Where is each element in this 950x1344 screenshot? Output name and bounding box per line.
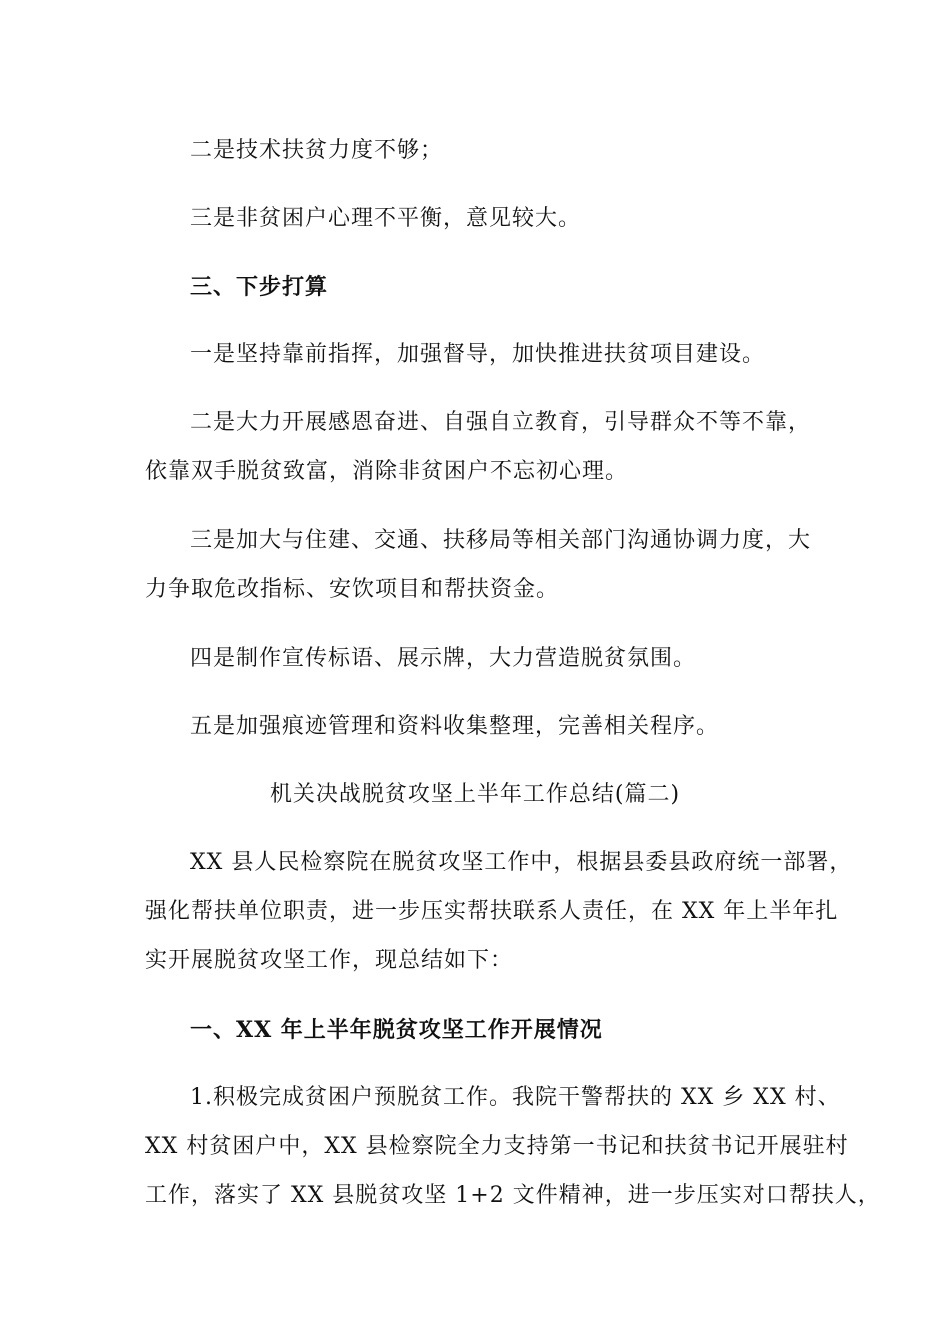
paragraph-line: 三是加大与住建、交通、扶移局等相关部门沟通协调力度，大 xyxy=(190,528,812,553)
paragraph-line: 工作，落实了 XX 县脱贫攻坚 1+2 文件精神，进一步压实对口帮扶人， xyxy=(145,1183,881,1208)
paragraph-line: 二是大力开展感恩奋进、自强自立教育，引导群众不等不靠， xyxy=(190,410,812,435)
paragraph-line: 一是坚持靠前指挥，加强督导，加快推进扶贫项目建设。 xyxy=(190,342,766,367)
paragraph-line: XX 村贫困户中，XX 县检察院全力支持第一书记和扶贫书记开展驻村 xyxy=(145,1134,849,1159)
section-heading: 一、XX 年上半年脱贫攻坚工作开展情况 xyxy=(190,1017,603,1043)
paragraph-line: 四是制作宣传标语、展示牌，大力营造脱贫氛围。 xyxy=(190,646,697,671)
paragraph-line: 强化帮扶单位职责，进一步压实帮扶联系人责任，在 XX 年上半年扎 xyxy=(145,899,839,924)
section-heading: 三、下步打算 xyxy=(190,274,329,300)
paragraph-line: 实开展脱贫攻坚工作，现总结如下： xyxy=(145,948,514,973)
paragraph-line: 三是非贫困户心理不平衡，意见较大。 xyxy=(190,206,582,231)
paragraph-line: 1.积极完成贫困户预脱贫工作。我院干警帮扶的 XX 乡 XX 村、 xyxy=(190,1085,841,1110)
paragraph-line: XX 县人民检察院在脱贫攻坚工作中，根据县委县政府统一部署， xyxy=(190,850,853,875)
paragraph-line: 依靠双手脱贫致富，消除非贫困户不忘初心理。 xyxy=(145,459,629,484)
document-title: 机关决战脱贫攻坚上半年工作总结(篇二) xyxy=(269,782,681,807)
paragraph-line: 五是加强痕迹管理和资料收集整理，完善相关程序。 xyxy=(190,714,720,739)
paragraph-line: 力争取危改指标、安饮项目和帮扶资金。 xyxy=(145,577,560,602)
paragraph-line: 二是技术扶贫力度不够； xyxy=(190,138,444,163)
